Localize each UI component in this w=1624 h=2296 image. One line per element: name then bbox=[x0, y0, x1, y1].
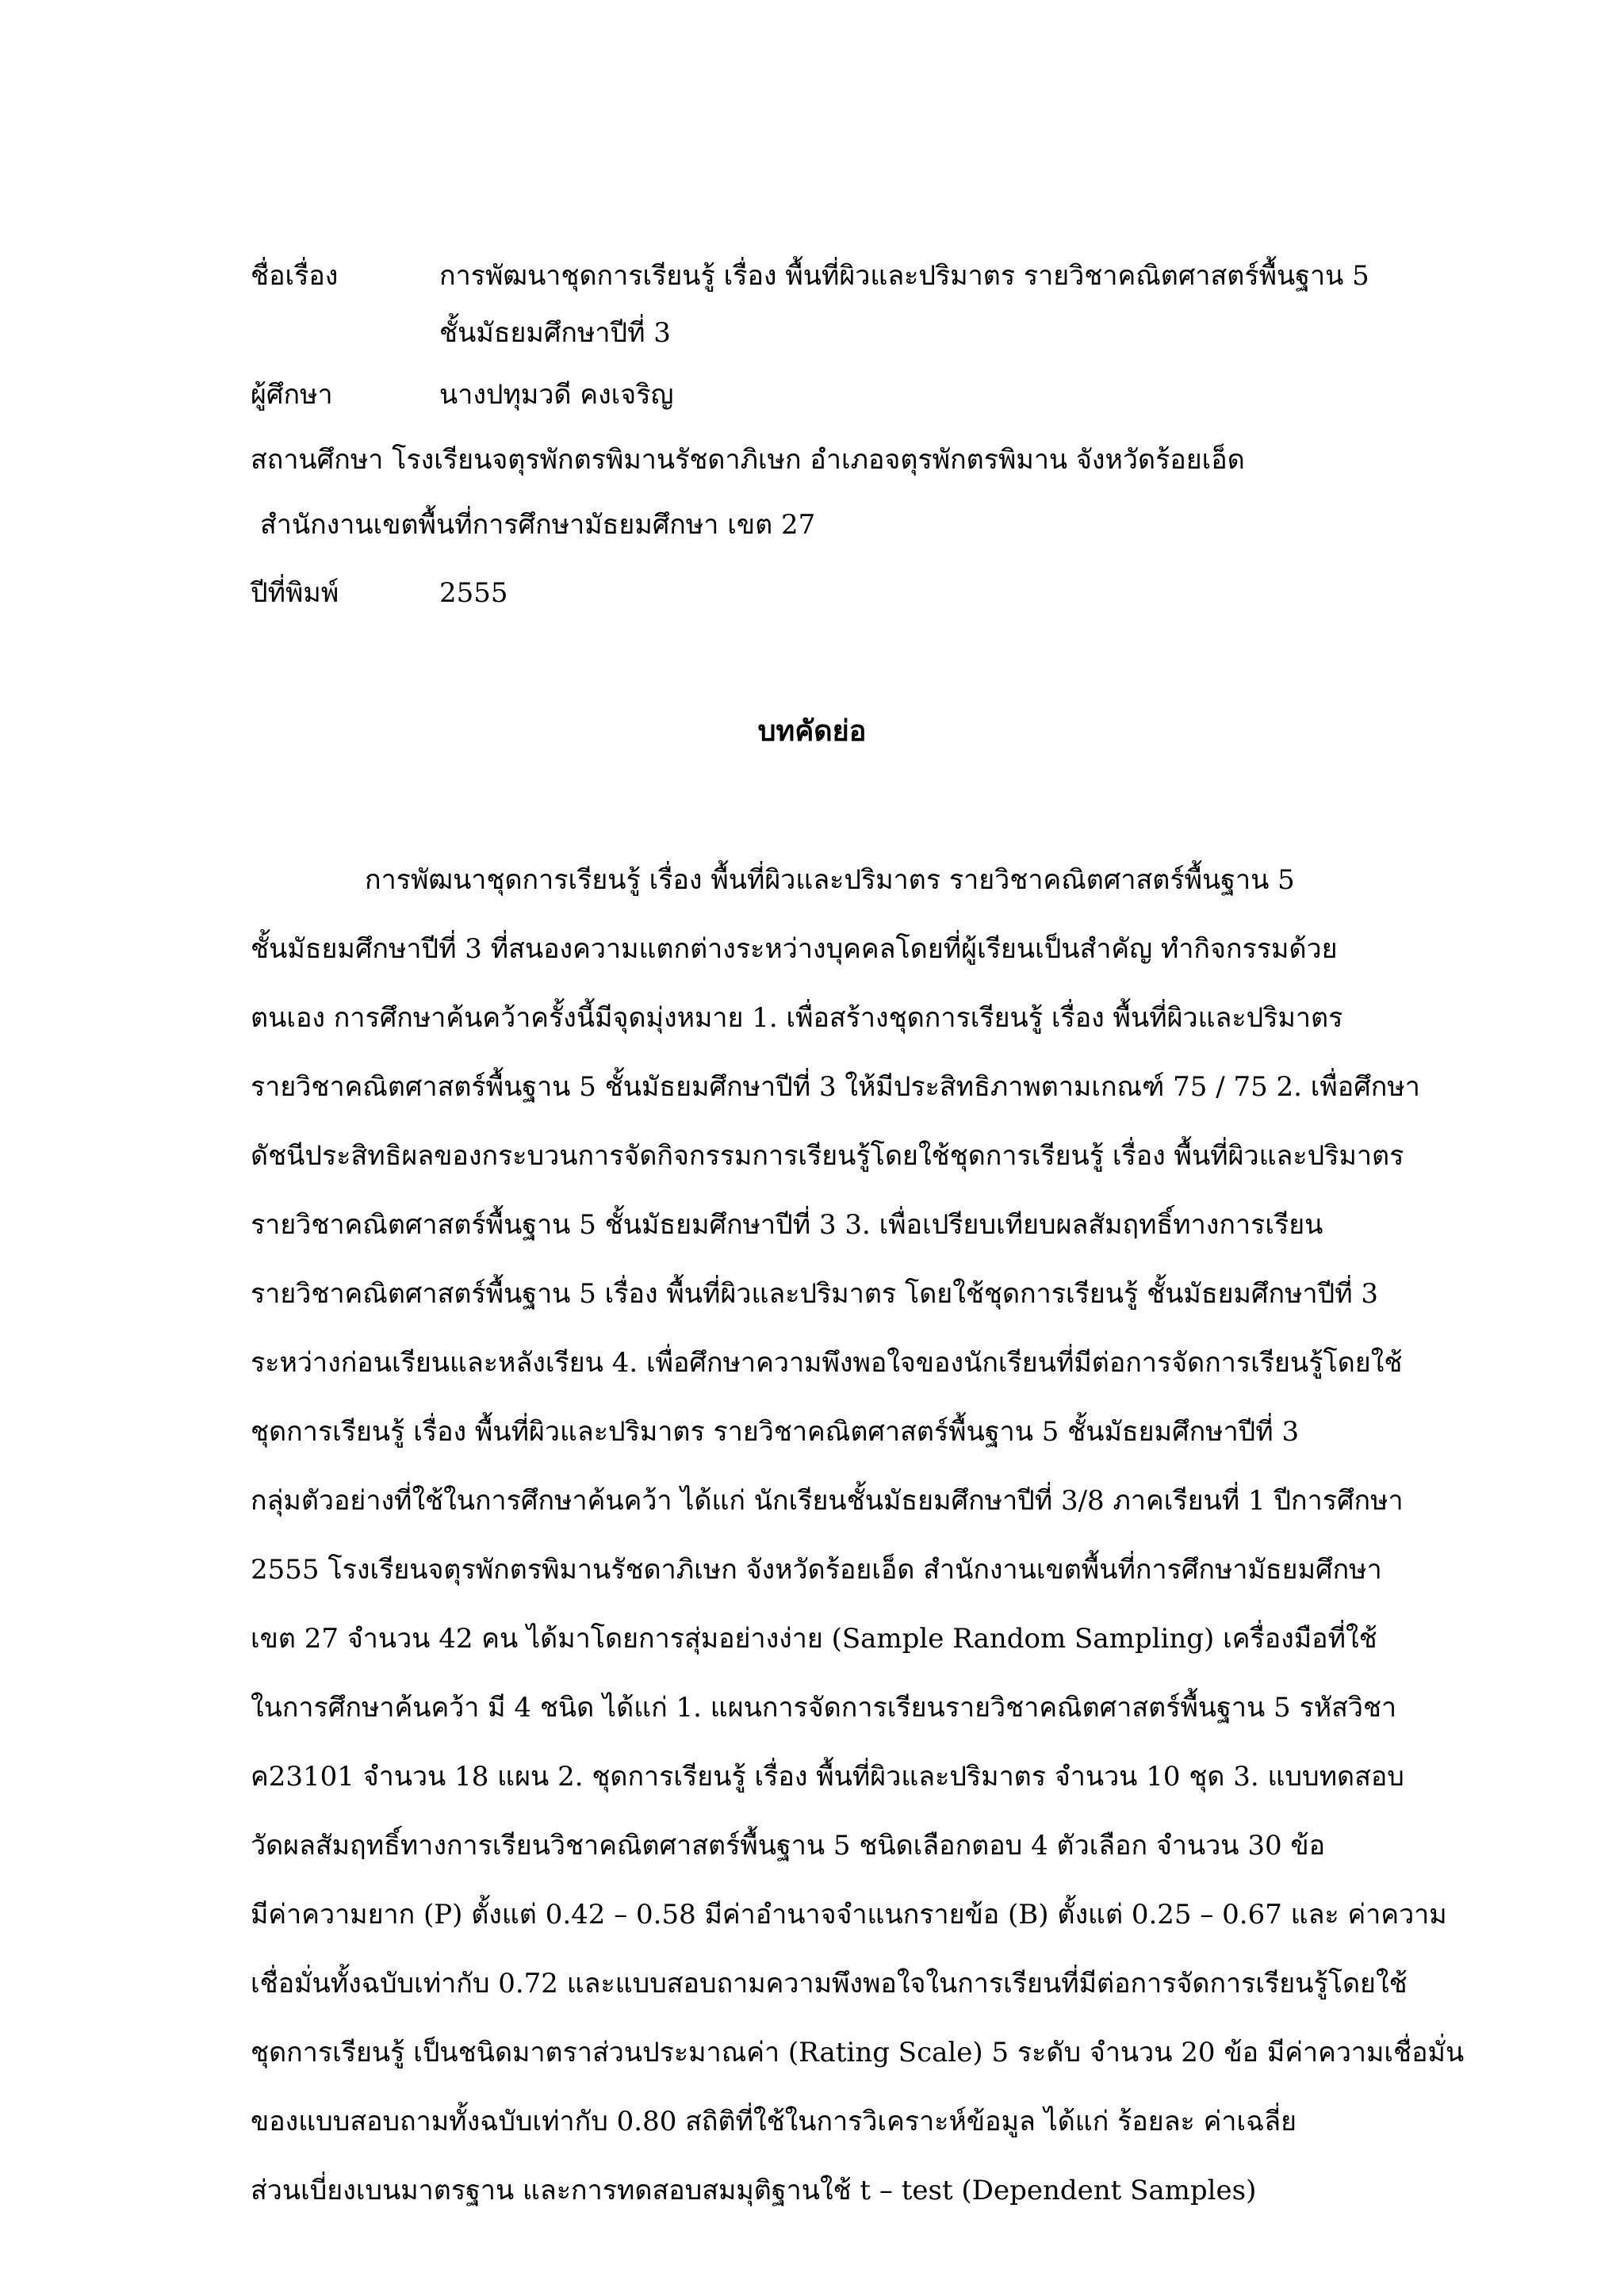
abstract-line: ชุดการเรียนรู้ เป็นชนิดมาตราส่วนประมาณค่า (Rating Scale) 5 ระดับ จำนวน 20 ข้อ มีค่าความเชื่อมั่น bbox=[251, 2037, 1465, 2068]
abstract-line: ค23101 จำนวน 18 แผน 2. ชุดการเรียนรู้ เรื่อง พื้นที่ผิวและปริมาตร จำนวน 10 ชุด 3. แบบทดสอบ bbox=[251, 1761, 1404, 1793]
abstract-line: รายวิชาคณิตศาสตร์พื้นฐาน 5 เรื่อง พื้นที่ผิวและปริมาตร โดยใช้ชุดการเรียนรู้ ชั้นมัธยมศึกษาปีที่ 3 bbox=[251, 1278, 1379, 1310]
abstract-line: รายวิชาคณิตศาสตร์พื้นฐาน 5 ชั้นมัธยมศึกษาปีที่ 3 3. เพื่อเปรียบเทียบผลสัมฤทธิ์ทางการเรียน bbox=[251, 1209, 1323, 1241]
abstract-line: ชุดการเรียนรู้ เรื่อง พื้นที่ผิวและปริมาตร รายวิชาคณิตศาสตร์พื้นฐาน 5 ชั้นมัธยมศึกษาปีที่ 3 bbox=[251, 1416, 1300, 1448]
abstract-line: ดัชนีประสิทธิผลของกระบวนการจัดกิจกรรมการเรียนรู้โดยใช้ชุดการเรียนรู้ เรื่อง พื้นที่ผิวและปริมาตร bbox=[251, 1140, 1404, 1172]
abstract-line: การพัฒนาชุดการเรียนรู้ เรื่อง พื้นที่ผิวและปริมาตร รายวิชาคณิตศาสตร์พื้นฐาน 5 bbox=[365, 864, 1295, 896]
abstract-line: รายวิชาคณิตศาสตร์พื้นฐาน 5 ชั้นมัธยมศึกษาปีที่ 3 ให้มีประสิทธิภาพตามเกณฑ์ 75 / 75 2. เพื่อศึกษา bbox=[251, 1071, 1420, 1103]
year-label: ปีที่พิมพ์ bbox=[251, 577, 339, 609]
abstract-line: ระหว่างก่อนเรียนและหลังเรียน 4. เพื่อศึกษาความพึงพอใจของนักเรียนที่มีต่อการจัดการเรียนรู้โดยใช้ bbox=[251, 1347, 1403, 1379]
abstract-heading: บทคัดย่อ bbox=[757, 714, 867, 748]
year-value: 2555 bbox=[439, 577, 508, 609]
title-row bbox=[251, 252, 1369, 300]
abstract-line: ตนเอง การศึกษาค้นคว้าครั้งนี้มีจุดมุ่งหมาย 1. เพื่อสร้างชุดการเรียนรู้ เรื่อง พื้นที่ผิวและปริมาตร bbox=[251, 1002, 1343, 1034]
author-row bbox=[251, 371, 673, 419]
abstract-line: ส่วนเบี่ยงเบนมาตรฐาน และการทดสอบสมมุติฐานใช้ t – test (Dependent Samples) bbox=[251, 2175, 1257, 2206]
abstract-line: ของแบบสอบถามทั้งฉบับเท่ากับ 0.80 สถิติที่ใช้ในการวิเคราะห์ข้อมูล ได้แก่ ร้อยละ ค่าเฉลี่ย bbox=[251, 2106, 1297, 2137]
year-row bbox=[251, 569, 508, 617]
abstract-line: เชื่อมั่นทั้งฉบับเท่ากับ 0.72 และแบบสอบถามความพึงพอใจในการเรียนที่มีต่อการจัดการเรียนรู้โดยใช้ bbox=[251, 1968, 1408, 1999]
abstract-line: มีค่าความยาก (P) ตั้งแต่ 0.42 – 0.58 มีค่าอำนาจจำแนกรายข้อ (B) ตั้งแต่ 0.25 – 0.67 และ ค่าความ bbox=[251, 1899, 1447, 1931]
author-label: ผู้ศึกษา bbox=[251, 379, 333, 411]
institution-line2: สำนักงานเขตพื้นที่การศึกษามัธยมศึกษา เขต 27 bbox=[260, 509, 816, 541]
abstract-line: ในการศึกษาค้นคว้า มี 4 ชนิด ได้แก่ 1. แผนการจัดการเรียนรายวิชาคณิตศาสตร์พื้นฐาน 5 รหัสวิชา bbox=[251, 1692, 1397, 1724]
author-value: นางปทุมวดี คงเจริญ bbox=[439, 379, 674, 411]
abstract-line: กลุ่มตัวอย่างที่ใช้ในการศึกษาค้นคว้า ได้แก่ นักเรียนชั้นมัธยมศึกษาปีที่ 3/8 ภาคเรียนที่ 1 ปีการศึกษา bbox=[251, 1485, 1404, 1517]
institution-line1: สถานศึกษา โรงเรียนจตุรพักตรพิมานรัชดาภิเษก อำเภอจตุรพักตรพิมาน จังหวัดร้อยเอ็ด bbox=[251, 444, 1245, 476]
title-value-line2: ชั้นมัธยมศึกษาปีที่ 3 bbox=[439, 317, 671, 349]
abstract-line: 2555 โรงเรียนจตุรพักตรพิมานรัชดาภิเษก จังหวัดร้อยเอ็ด สำนักงานเขตพื้นที่การศึกษามัธยมศึกษา bbox=[251, 1554, 1382, 1586]
abstract-line: ชั้นมัธยมศึกษาปีที่ 3 ที่สนองความแตกต่างระหว่างบุคคลโดยที่ผู้เรียนเป็นสำคัญ ทำกิจกรรมด้วย bbox=[251, 933, 1338, 965]
title-label: ชื่อเรื่อง bbox=[251, 260, 339, 292]
title-value-line1: การพัฒนาชุดการเรียนรู้ เรื่อง พื้นที่ผิวและปริมาตร รายวิชาคณิตศาสตร์พื้นฐาน 5 bbox=[439, 260, 1369, 292]
abstract-line: วัดผลสัมฤทธิ์ทางการเรียนวิชาคณิตศาสตร์พื้นฐาน 5 ชนิดเลือกตอบ 4 ตัวเลือก จำนวน 30 ข้อ bbox=[251, 1830, 1326, 1862]
abstract-line: เขต 27 จำนวน 42 คน ได้มาโดยการสุ่มอย่างง่าย (Sample Random Sampling) เครื่องมือที่ใช้ bbox=[251, 1623, 1377, 1655]
